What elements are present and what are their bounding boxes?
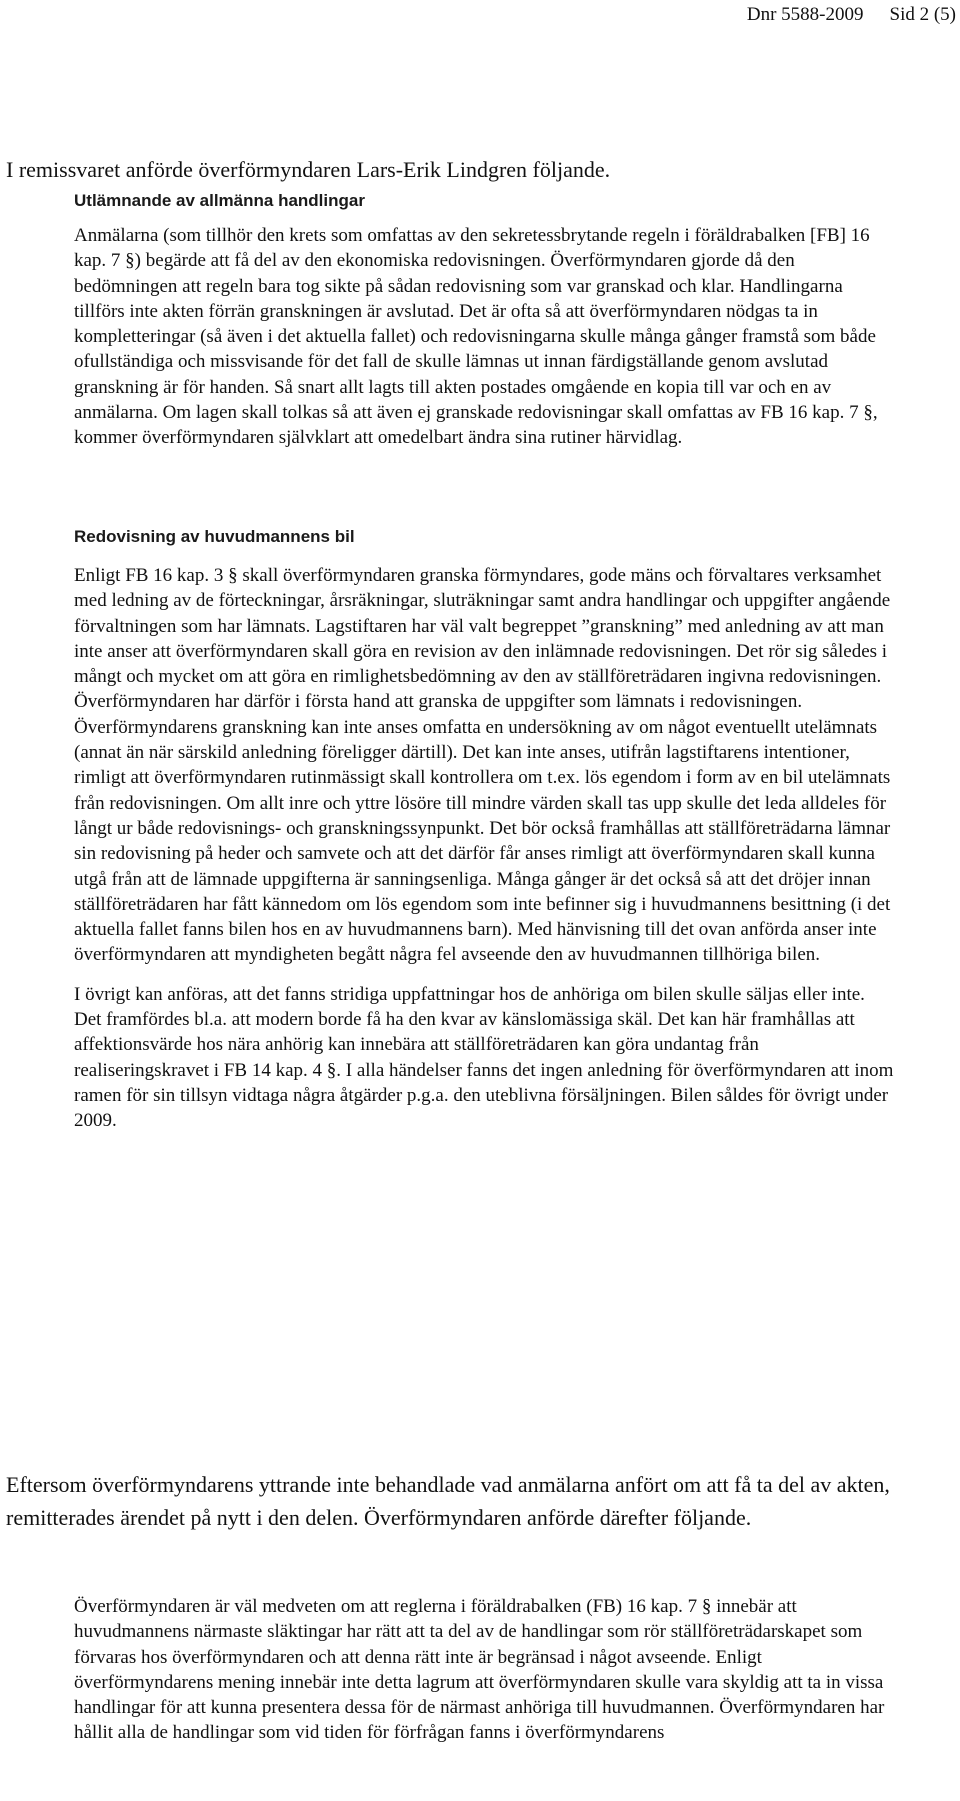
section-further-reply (74, 1594, 894, 1746)
body-paragraph: Enligt FB 16 kap. 3 § skall överförmyndaren granska förmyndares, gode mäns och förvaltares verksamhet med ledning av de förteckningar, årsräkningar, sluträkningar samt andra handlingar och uppgifter angående förvaltningen som har lämnats. Lagstiftaren har väl valt begreppet ”granskning” med anledning av att man inte anser att överförmyndaren skall göra en revision av den inlämnade redovisningen. Det rör sig således i mångt och mycket om att göra en rimlighetsbedömning av den av ställföreträdaren ingivna redovisningen. Överförmyndaren har därför i första hand att granska de uppgifter som lämnats i redovisningen. Överförmyndarens granskning kan inte anses omfatta en undersökning av om något eventuellt utelämnats (annat än när särskild anledning föreligger därtill). Det kan inte anses, utifrån lagstiftarens intentioner, rimligt att överförmyndaren rutinmässigt skall kontrollera om t.ex. lös egendom i form av en bil utelämnats från redovisningen. Om allt inre och yttre lösöre till mindre värden skall tas upp skulle det leda alldeles för långt ur både redovisnings- och granskningssynpunkt. Det bör också framhållas att ställföreträdarna lämnar sin redovisning på heder och samvete och att det därför får anses rimligt att överförmyndaren skall kunna utgå från att de lämnade uppgifterna är sanningsenliga. Många gånger är det också så att det dröjer innan ställföreträdaren har fått kännedom om lös egendom som inte befinner sig i huvudmannens besittning (i det aktuella fallet fanns bilen hos en av huvudmannens barn). Med hänvisning till det ovan anförda anser inte överförmyndaren att myndigheten begått några fel avseende den av huvudmannen tillhöriga bilen. (74, 565, 891, 966)
case-number: Dnr 5588-2009 (746, 4, 864, 25)
body-paragraph: I övrigt kan anföras, att det fanns stridiga uppfattningar hos de anhöriga om bilen skulle säljas eller inte. Det framfördes bl.a. att modern borde få ha den kvar av känslomässiga skäl. Det kan här framhållas att affektionsvärde hos nära anhörig kan innebära att ställföreträdaren kan göra undantag från realiseringskravet i FB 14 kap. 4 §. I alla händelser fanns det ingen anledning för överförmyndaren att inom ramen för sin tillsyn vidtaga några åtgärder p.g.a. den uteblivna försäljningen. Bilen såldes för övrigt under 2009. (74, 983, 894, 1132)
intro-paragraph: I remissvaret anförde överförmyndaren Lars-Erik Lindgren följande. (6, 157, 611, 182)
section-public-documents (74, 190, 894, 451)
narrative-paragraph: Eftersom överförmyndarens yttrande inte behandlade vad anmälarna anfört om att få ta del av akten, remitterades ärendet på nytt i den delen. Överförmyndaren anförde därefter följande. (6, 1472, 890, 1530)
page-number: Sid 2 (5) (889, 4, 956, 25)
section-heading: Redovisning av huvudmannens bil (74, 527, 355, 546)
page-header (0, 4, 960, 26)
section-heading: Utlämnande av allmänna handlingar (74, 191, 365, 210)
body-paragraph: Anmälarna (som tillhör den krets som omfattas av den sekretessbrytande regeln i föräldrabalken [FB] 16 kap. 7 §) begärde att få del av den ekonomiska redovisningen. Överförmyndaren gjorde då den bedömningen att regeln bara tog sikte på sådan redovisning som var granskad och klar. Handlingarna tillförs inte akten förrän granskningen är avslutad. Det är ofta så att överförmyndaren nödgas ta in kompletteringar (så även i det aktuella fallet) och redovisningarna skulle många gånger framstå som både ofullständiga och missvisande för det fall de skulle lämnas ut innan färdigställande genom avslutad granskning är för handen. Så snart allt lagts till akten postades omgående en kopia till var och en av anmälarna. Om lagen skall tolkas så att även ej granskade redovisningar skall omfattas av FB 16 kap. 7 §, kommer överförmyndaren självklart att omedelbart ändra sina rutiner härvidlag. (74, 225, 878, 449)
body-paragraph: Överförmyndaren är väl medveten om att reglerna i föräldrabalken (FB) 16 kap. 7 § innebär att huvudmannens närmaste släktingar har rätt att ta del av de handlingar som rör ställföreträdarskapet som förvaras hos överförmyndaren och att denna rätt inte är begränsad i något avseende. Enligt överförmyndarens mening innebär inte detta lagrum att överförmyndaren skulle vara skyldig att ta in vissa handlingar för att kunna presentera dessa för de närmast anhöriga till huvudmannen. Överförmyndaren har hållit alla de handlingar som vid tiden för förfrågan fanns i överförmyndarens (74, 1596, 885, 1744)
section-car-accounting (74, 526, 894, 1134)
